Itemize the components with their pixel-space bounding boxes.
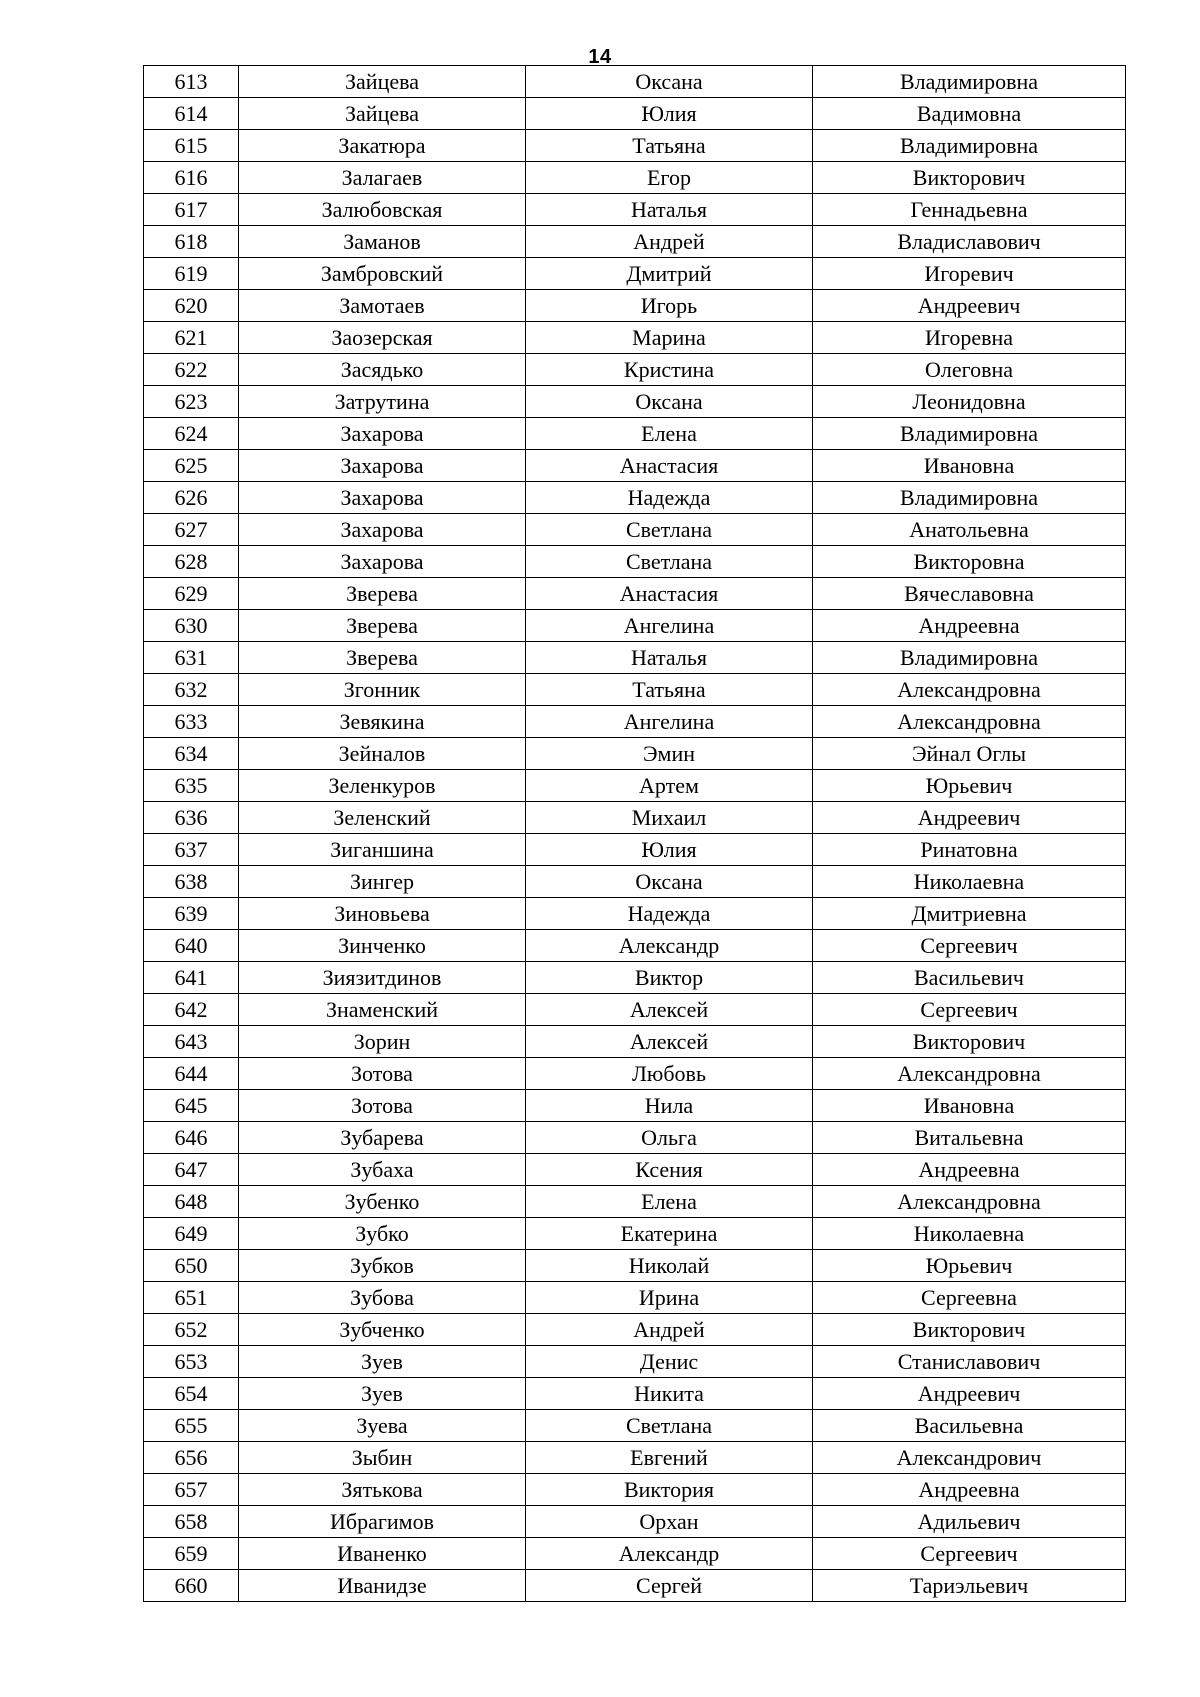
row-number-cell: 648 [144, 1186, 239, 1218]
patronymic-cell: Витальевна [813, 1122, 1126, 1154]
patronymic-cell: Ивановна [813, 1090, 1126, 1122]
table-row [144, 930, 1126, 962]
row-number-cell: 642 [144, 994, 239, 1026]
row-number-cell: 629 [144, 578, 239, 610]
patronymic-cell: Васильевич [813, 962, 1126, 994]
first-name-cell: Юлия [526, 98, 813, 130]
row-number-cell: 625 [144, 450, 239, 482]
last-name-cell: Зуев [239, 1346, 526, 1378]
patronymic-cell: Андреевна [813, 610, 1126, 642]
first-name-cell: Денис [526, 1346, 813, 1378]
names-table [143, 65, 1126, 1602]
last-name-cell: Зайцева [239, 66, 526, 98]
row-number-cell: 620 [144, 290, 239, 322]
last-name-cell: Зейналов [239, 738, 526, 770]
row-number-cell: 619 [144, 258, 239, 290]
first-name-cell: Михаил [526, 802, 813, 834]
last-name-cell: Иваненко [239, 1538, 526, 1570]
row-number-cell: 652 [144, 1314, 239, 1346]
patronymic-cell: Александровна [813, 1186, 1126, 1218]
table-row [144, 194, 1126, 226]
last-name-cell: Зеленкуров [239, 770, 526, 802]
table-row [144, 130, 1126, 162]
first-name-cell: Светлана [526, 1410, 813, 1442]
row-number-cell: 635 [144, 770, 239, 802]
row-number-cell: 659 [144, 1538, 239, 1570]
last-name-cell: Заманов [239, 226, 526, 258]
patronymic-cell: Олеговна [813, 354, 1126, 386]
patronymic-cell: Андреевна [813, 1474, 1126, 1506]
table-row [144, 994, 1126, 1026]
patronymic-cell: Александровна [813, 674, 1126, 706]
table-row [144, 66, 1126, 98]
table-row [144, 354, 1126, 386]
first-name-cell: Сергей [526, 1570, 813, 1602]
patronymic-cell: Васильевна [813, 1410, 1126, 1442]
table-row [144, 802, 1126, 834]
row-number-cell: 634 [144, 738, 239, 770]
last-name-cell: Закатюра [239, 130, 526, 162]
last-name-cell: Зиновьева [239, 898, 526, 930]
patronymic-cell: Адильевич [813, 1506, 1126, 1538]
row-number-cell: 654 [144, 1378, 239, 1410]
table-row [144, 1090, 1126, 1122]
table-row [144, 482, 1126, 514]
first-name-cell: Елена [526, 1186, 813, 1218]
first-name-cell: Надежда [526, 898, 813, 930]
table-row [144, 546, 1126, 578]
patronymic-cell: Николаевна [813, 1218, 1126, 1250]
table-row [144, 706, 1126, 738]
patronymic-cell: Игоревна [813, 322, 1126, 354]
row-number-cell: 653 [144, 1346, 239, 1378]
row-number-cell: 613 [144, 66, 239, 98]
table-row [144, 1346, 1126, 1378]
last-name-cell: Зубченко [239, 1314, 526, 1346]
row-number-cell: 644 [144, 1058, 239, 1090]
table-row [144, 1506, 1126, 1538]
last-name-cell: Зубко [239, 1218, 526, 1250]
table-row [144, 98, 1126, 130]
row-number-cell: 633 [144, 706, 239, 738]
row-number-cell: 622 [144, 354, 239, 386]
table-row [144, 578, 1126, 610]
row-number-cell: 649 [144, 1218, 239, 1250]
table-row [144, 1026, 1126, 1058]
last-name-cell: Иванидзе [239, 1570, 526, 1602]
row-number-cell: 645 [144, 1090, 239, 1122]
patronymic-cell: Андреевич [813, 290, 1126, 322]
table-row [144, 386, 1126, 418]
patronymic-cell: Викторовна [813, 546, 1126, 578]
row-number-cell: 651 [144, 1282, 239, 1314]
table-row [144, 1186, 1126, 1218]
patronymic-cell: Анатольевна [813, 514, 1126, 546]
first-name-cell: Андрей [526, 1314, 813, 1346]
first-name-cell: Артем [526, 770, 813, 802]
last-name-cell: Зуев [239, 1378, 526, 1410]
table-row [144, 322, 1126, 354]
table-row [144, 962, 1126, 994]
last-name-cell: Замотаев [239, 290, 526, 322]
row-number-cell: 618 [144, 226, 239, 258]
first-name-cell: Николай [526, 1250, 813, 1282]
patronymic-cell: Сергеевич [813, 1538, 1126, 1570]
first-name-cell: Ангелина [526, 706, 813, 738]
row-number-cell: 617 [144, 194, 239, 226]
table-row [144, 1410, 1126, 1442]
last-name-cell: Зинченко [239, 930, 526, 962]
table-row [144, 290, 1126, 322]
table-row [144, 514, 1126, 546]
patronymic-cell: Дмитриевна [813, 898, 1126, 930]
table-row [144, 418, 1126, 450]
page-number: 14 [588, 46, 612, 68]
row-number-cell: 631 [144, 642, 239, 674]
last-name-cell: Затрутина [239, 386, 526, 418]
first-name-cell: Наталья [526, 194, 813, 226]
table-row [144, 610, 1126, 642]
last-name-cell: Зверева [239, 642, 526, 674]
patronymic-cell: Андреевна [813, 1154, 1126, 1186]
last-name-cell: Захарова [239, 482, 526, 514]
patronymic-cell: Тариэльевич [813, 1570, 1126, 1602]
row-number-cell: 637 [144, 834, 239, 866]
patronymic-cell: Викторович [813, 1314, 1126, 1346]
table-row [144, 258, 1126, 290]
last-name-cell: Зотова [239, 1058, 526, 1090]
patronymic-cell: Владимировна [813, 66, 1126, 98]
last-name-cell: Зубаха [239, 1154, 526, 1186]
table-row [144, 1218, 1126, 1250]
patronymic-cell: Юрьевич [813, 770, 1126, 802]
row-number-cell: 658 [144, 1506, 239, 1538]
patronymic-cell: Сергеевич [813, 930, 1126, 962]
first-name-cell: Юлия [526, 834, 813, 866]
first-name-cell: Елена [526, 418, 813, 450]
last-name-cell: Зеленский [239, 802, 526, 834]
patronymic-cell: Андреевич [813, 1378, 1126, 1410]
last-name-cell: Зиязитдинов [239, 962, 526, 994]
last-name-cell: Засядько [239, 354, 526, 386]
patronymic-cell: Александровна [813, 1058, 1126, 1090]
table-row [144, 162, 1126, 194]
first-name-cell: Анастасия [526, 578, 813, 610]
names-table-body [144, 66, 1126, 1602]
first-name-cell: Анастасия [526, 450, 813, 482]
first-name-cell: Оксана [526, 866, 813, 898]
first-name-cell: Ольга [526, 1122, 813, 1154]
patronymic-cell: Владиславович [813, 226, 1126, 258]
row-number-cell: 614 [144, 98, 239, 130]
patronymic-cell: Игоревич [813, 258, 1126, 290]
patronymic-cell: Александрович [813, 1442, 1126, 1474]
last-name-cell: Зубова [239, 1282, 526, 1314]
first-name-cell: Нила [526, 1090, 813, 1122]
first-name-cell: Андрей [526, 226, 813, 258]
last-name-cell: Зверева [239, 578, 526, 610]
table-row [144, 834, 1126, 866]
row-number-cell: 650 [144, 1250, 239, 1282]
table-row [144, 226, 1126, 258]
last-name-cell: Зиганшина [239, 834, 526, 866]
last-name-cell: Згонник [239, 674, 526, 706]
row-number-cell: 639 [144, 898, 239, 930]
table-row [144, 898, 1126, 930]
first-name-cell: Екатерина [526, 1218, 813, 1250]
patronymic-cell: Владимировна [813, 418, 1126, 450]
table-row [144, 450, 1126, 482]
first-name-cell: Кристина [526, 354, 813, 386]
row-number-cell: 647 [144, 1154, 239, 1186]
row-number-cell: 632 [144, 674, 239, 706]
row-number-cell: 643 [144, 1026, 239, 1058]
first-name-cell: Ирина [526, 1282, 813, 1314]
table-row [144, 770, 1126, 802]
last-name-cell: Зубарева [239, 1122, 526, 1154]
first-name-cell: Александр [526, 930, 813, 962]
first-name-cell: Надежда [526, 482, 813, 514]
last-name-cell: Заозерская [239, 322, 526, 354]
row-number-cell: 660 [144, 1570, 239, 1602]
patronymic-cell: Геннадьевна [813, 194, 1126, 226]
table-row [144, 1538, 1126, 1570]
last-name-cell: Залюбовская [239, 194, 526, 226]
row-number-cell: 626 [144, 482, 239, 514]
patronymic-cell: Владимировна [813, 130, 1126, 162]
patronymic-cell: Эйнал Оглы [813, 738, 1126, 770]
first-name-cell: Марина [526, 322, 813, 354]
row-number-cell: 621 [144, 322, 239, 354]
patronymic-cell: Ринатовна [813, 834, 1126, 866]
patronymic-cell: Владимировна [813, 482, 1126, 514]
patronymic-cell: Николаевна [813, 866, 1126, 898]
row-number-cell: 638 [144, 866, 239, 898]
table-row [144, 1442, 1126, 1474]
first-name-cell: Виктория [526, 1474, 813, 1506]
last-name-cell: Зингер [239, 866, 526, 898]
last-name-cell: Зайцева [239, 98, 526, 130]
last-name-cell: Зятькова [239, 1474, 526, 1506]
last-name-cell: Зевякина [239, 706, 526, 738]
table-row [144, 1378, 1126, 1410]
first-name-cell: Любовь [526, 1058, 813, 1090]
patronymic-cell: Вадимовна [813, 98, 1126, 130]
patronymic-cell: Сергеевич [813, 994, 1126, 1026]
patronymic-cell: Ивановна [813, 450, 1126, 482]
first-name-cell: Татьяна [526, 130, 813, 162]
patronymic-cell: Вячеславовна [813, 578, 1126, 610]
patronymic-cell: Владимировна [813, 642, 1126, 674]
table-row [144, 1282, 1126, 1314]
last-name-cell: Зотова [239, 1090, 526, 1122]
table-row [144, 642, 1126, 674]
last-name-cell: Замбровский [239, 258, 526, 290]
last-name-cell: Зверева [239, 610, 526, 642]
patronymic-cell: Сергеевна [813, 1282, 1126, 1314]
first-name-cell: Светлана [526, 514, 813, 546]
row-number-cell: 655 [144, 1410, 239, 1442]
row-number-cell: 657 [144, 1474, 239, 1506]
table-row [144, 738, 1126, 770]
first-name-cell: Никита [526, 1378, 813, 1410]
patronymic-cell: Леонидовна [813, 386, 1126, 418]
last-name-cell: Зубков [239, 1250, 526, 1282]
first-name-cell: Алексей [526, 1026, 813, 1058]
table-row [144, 1058, 1126, 1090]
table-row [144, 1570, 1126, 1602]
row-number-cell: 623 [144, 386, 239, 418]
row-number-cell: 636 [144, 802, 239, 834]
patronymic-cell: Андреевич [813, 802, 1126, 834]
last-name-cell: Залагаев [239, 162, 526, 194]
last-name-cell: Зуева [239, 1410, 526, 1442]
first-name-cell: Светлана [526, 546, 813, 578]
last-name-cell: Захарова [239, 450, 526, 482]
first-name-cell: Дмитрий [526, 258, 813, 290]
row-number-cell: 641 [144, 962, 239, 994]
first-name-cell: Евгений [526, 1442, 813, 1474]
row-number-cell: 616 [144, 162, 239, 194]
row-number-cell: 624 [144, 418, 239, 450]
row-number-cell: 615 [144, 130, 239, 162]
last-name-cell: Зыбин [239, 1442, 526, 1474]
first-name-cell: Ангелина [526, 610, 813, 642]
first-name-cell: Александр [526, 1538, 813, 1570]
first-name-cell: Алексей [526, 994, 813, 1026]
first-name-cell: Татьяна [526, 674, 813, 706]
first-name-cell: Виктор [526, 962, 813, 994]
row-number-cell: 628 [144, 546, 239, 578]
row-number-cell: 640 [144, 930, 239, 962]
table-row [144, 1250, 1126, 1282]
last-name-cell: Зубенко [239, 1186, 526, 1218]
table-row [144, 1314, 1126, 1346]
table-row [144, 1154, 1126, 1186]
patronymic-cell: Александровна [813, 706, 1126, 738]
last-name-cell: Захарова [239, 546, 526, 578]
first-name-cell: Ксения [526, 1154, 813, 1186]
last-name-cell: Захарова [239, 418, 526, 450]
row-number-cell: 627 [144, 514, 239, 546]
first-name-cell: Орхан [526, 1506, 813, 1538]
table-row [144, 1122, 1126, 1154]
first-name-cell: Игорь [526, 290, 813, 322]
last-name-cell: Знаменский [239, 994, 526, 1026]
patronymic-cell: Викторович [813, 1026, 1126, 1058]
patronymic-cell: Юрьевич [813, 1250, 1126, 1282]
row-number-cell: 656 [144, 1442, 239, 1474]
table-row [144, 674, 1126, 706]
last-name-cell: Ибрагимов [239, 1506, 526, 1538]
patronymic-cell: Станиславович [813, 1346, 1126, 1378]
last-name-cell: Зорин [239, 1026, 526, 1058]
last-name-cell: Захарова [239, 514, 526, 546]
row-number-cell: 630 [144, 610, 239, 642]
patronymic-cell: Викторович [813, 162, 1126, 194]
first-name-cell: Эмин [526, 738, 813, 770]
table-row [144, 1474, 1126, 1506]
first-name-cell: Егор [526, 162, 813, 194]
table-row [144, 866, 1126, 898]
row-number-cell: 646 [144, 1122, 239, 1154]
first-name-cell: Оксана [526, 66, 813, 98]
first-name-cell: Оксана [526, 386, 813, 418]
first-name-cell: Наталья [526, 642, 813, 674]
